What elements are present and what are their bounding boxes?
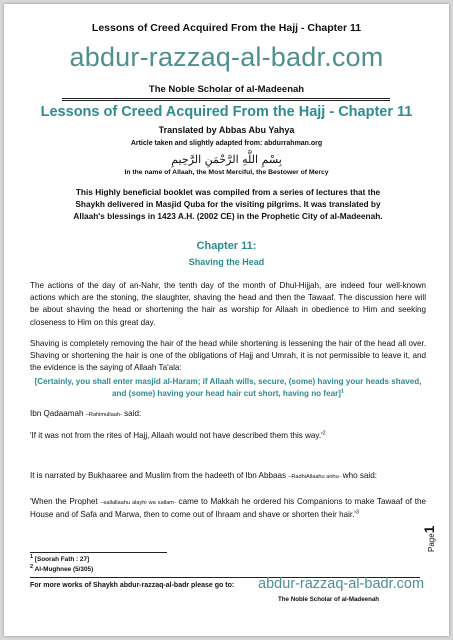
page-number <box>421 526 437 552</box>
translator-credit: Translated by Abbas Abu Yahya <box>158 125 295 135</box>
footnote-2 <box>30 563 94 573</box>
hadith-end: came to Makkah he ordered his Companions to make Tawaaf of the House and of Safa and Marwa, then to come out of Ihraam and shave or shorten their hair.' <box>30 497 426 520</box>
paragraph-1: The actions of the day of an-Nahr, the tenth day of the month of Dhul-Hijjah, are indeed four well-known actions which are the stoning, the slaughter, shaving the head and then the Tawaaf. The discussion here will be about shaving the head or shortening the hair as worship for Allaah in obedience to Him and seeking closeness to Him on this great day. <box>30 281 426 327</box>
footnote-ref-3[interactable]: 3 <box>355 509 359 516</box>
chapter-title: Chapter 11: <box>196 240 257 252</box>
paragraph-6 <box>30 496 426 521</box>
honorific: –sallallaahu alayhi wa sallam- <box>100 500 176 506</box>
footnote-1 <box>30 553 90 563</box>
header-scholar: The Noble Scholar of al-Madeenah <box>148 84 305 95</box>
hadith-start: 'When the Prophet <box>30 497 101 506</box>
paragraph-3 <box>30 408 426 421</box>
footnote-divider <box>30 552 167 553</box>
footnote-ref-1[interactable]: 1 <box>340 388 344 395</box>
footer-site-link[interactable]: abdur-razzaq-al-badr.com <box>258 576 425 592</box>
header-divider <box>62 98 390 99</box>
footnote-number: 1 <box>30 553 34 560</box>
footer-scholar: The Noble Scholar of al-Madeenah <box>278 596 380 603</box>
document-page <box>4 4 449 636</box>
header-divider-second <box>62 100 390 101</box>
paragraph-5 <box>30 470 426 483</box>
narration-end: who said: <box>340 471 377 480</box>
header-title: Lessons of Creed Acquired From the Hajj - Chapter 11 <box>91 22 362 34</box>
chapter-subtitle: Shaving the Head <box>188 257 265 267</box>
narration-text: It is narrated by Bukhaaree and Muslim from the hadeeth of Ibn Abbaas <box>30 471 289 480</box>
said-text: said: <box>121 409 142 418</box>
page-label: Page <box>427 533 436 552</box>
paragraph-4 <box>30 430 426 442</box>
intro-paragraph: This Highly beneficial booklet was compiled from a series of lectures that the Shaykh delivered in Masjid Quba for the visiting pilgrims. It was translated by Allaah's blessings in 1423 A.H. (2002 CE) in the Prophetic City of al-Madeenah. <box>73 187 383 222</box>
footnote-text: [Soorah Fath : 27] <box>34 556 90 563</box>
bismillah-arabic: بِسْمِ اللَّهِ الرَّحْمَنِ الرَّحِيمِ <box>171 153 282 166</box>
article-source: Article taken and slightly adapted from: abdurrahman.org <box>130 140 323 147</box>
honorific: –Rahimullaah- <box>85 412 122 418</box>
footnote-ref-2[interactable]: 2 <box>322 430 326 437</box>
quran-quote <box>34 376 422 400</box>
bismillah-english: In the name of Allaah, the Most Merciful, the Bestower of Mercy <box>124 169 329 176</box>
quote-text: [Certainly, you shall enter masjid al-Haram; if Allaah wills, secure, (some) having your heads shaved, and (some) having your head hair cut short, having no fear] <box>34 377 422 399</box>
quote-ibn-qadaamah: 'If it was not from the rites of Hajj, Allaah would not have described them this way.' <box>30 431 323 440</box>
scholar-name: Ibn Qadaamah <box>30 409 84 418</box>
footnote-text: Al-Mughnee (5/305) <box>34 566 94 573</box>
document-title: Lessons of Creed Acquired From the Hajj - Chapter 11 <box>40 104 413 120</box>
footnote-number: 2 <box>30 563 34 570</box>
page-number-value: 1 <box>421 525 437 534</box>
header-site-logo[interactable]: abdur-razzaq-al-badr.com <box>69 42 384 72</box>
honorific: –RadhiAllaahu anhu- <box>288 474 341 480</box>
paragraph-2: Shaving is completely removing the hair of the head while shortening is lessening the hair of the head all over. Shaving or shortening the hair is one of the obligations of Hajj and Umrah, it is not permissible to leave it, and the evidence is the saying of Allaah Ta'ala: <box>30 339 426 373</box>
footer-text: For more works of Shaykh abdur-razzaq-al-badr please go to: <box>30 582 235 589</box>
